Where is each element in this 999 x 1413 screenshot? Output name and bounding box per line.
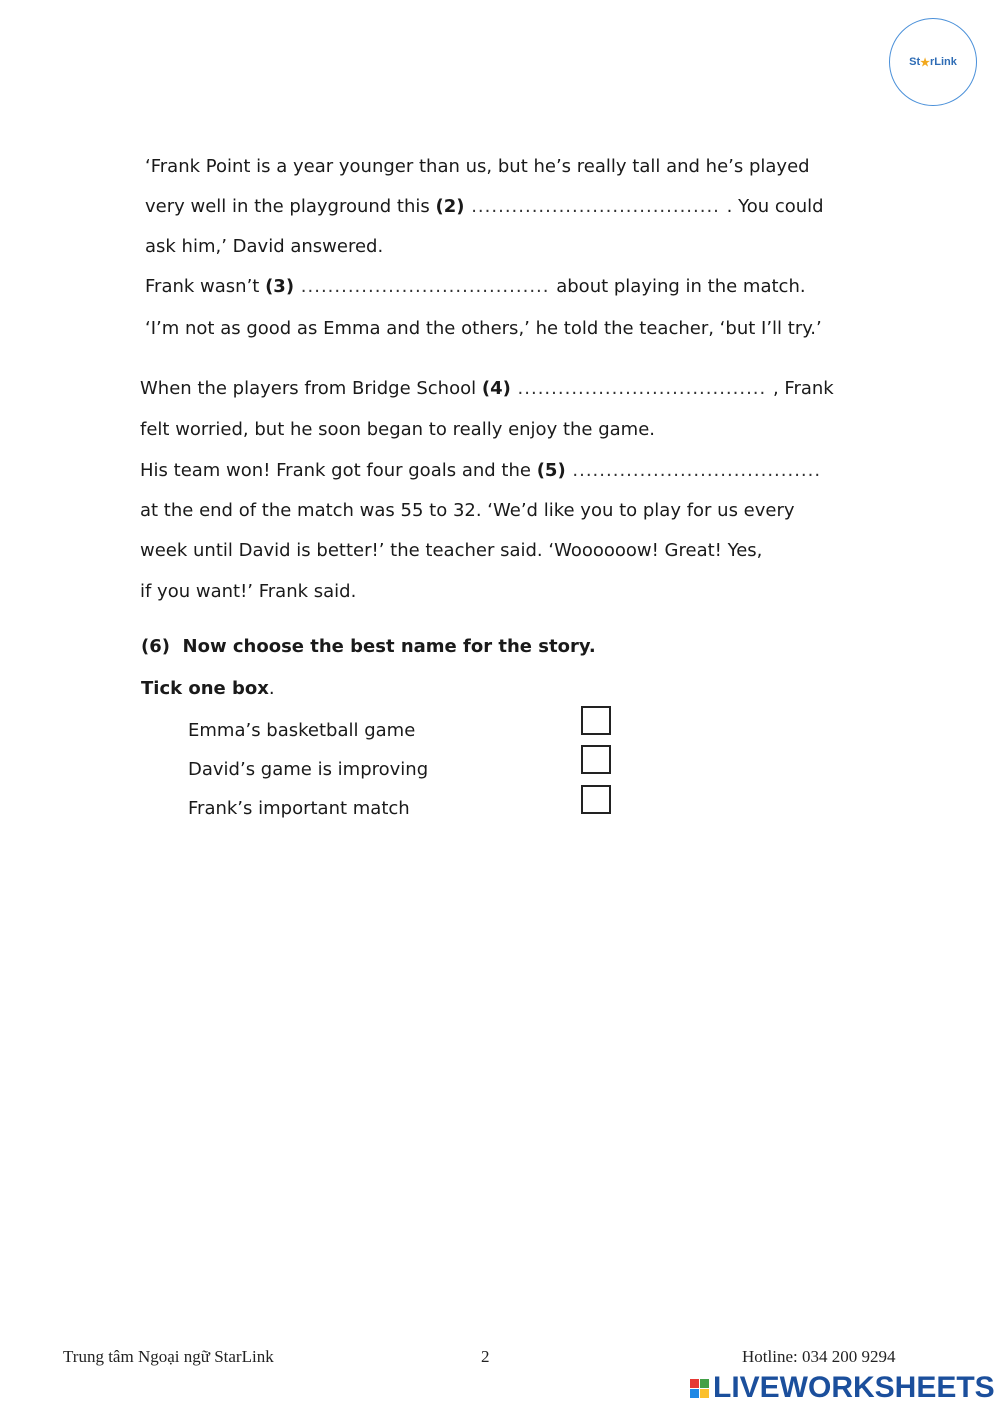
story-line-4: Frank wasn’t (3) ..................................... about playing in the match. bbox=[145, 276, 806, 297]
blank-number: (2) bbox=[435, 196, 465, 217]
page-number: 2 bbox=[481, 1347, 490, 1366]
story-line-6: When the players from Bridge School (4) ..................................... , Frank bbox=[140, 378, 834, 399]
answer-blank-3[interactable]: ..................................... bbox=[294, 276, 557, 297]
story-line-5: ‘I’m not as good as Emma and the others,’ he told the teacher, ‘but I’ll try.’ bbox=[145, 318, 822, 339]
liveworksheets-logo-icon bbox=[690, 1379, 709, 1398]
story-line-3: ask him,’ David answered. bbox=[145, 236, 384, 257]
story-line-9: at the end of the match was 55 to 32. ‘We’d like you to play for us every bbox=[140, 500, 795, 521]
question-6 bbox=[141, 636, 596, 657]
option-label-1: Emma’s basketball game bbox=[188, 720, 416, 741]
liveworksheets-brand: LIVEWORKSHEETS bbox=[690, 1372, 995, 1404]
story-line-10: week until David is better!’ the teacher said. ‘Woooooow! Great! Yes, bbox=[140, 540, 763, 561]
answer-blank-2[interactable]: ..................................... bbox=[464, 196, 727, 217]
blank-number: (3) bbox=[265, 276, 295, 297]
question-number: (6) bbox=[141, 636, 170, 657]
star-icon: ★ bbox=[920, 56, 930, 69]
starlink-logo: St ★ rLink bbox=[889, 18, 977, 106]
story-line-7: felt worried, but he soon began to really enjoy the game. bbox=[140, 419, 655, 440]
story-line-11: if you want!’ Frank said. bbox=[140, 581, 357, 602]
question-text: Now choose the best name for the story. bbox=[182, 636, 596, 657]
answer-blank-5[interactable]: ..................................... bbox=[565, 460, 822, 481]
footer-left: Trung tâm Ngoại ngữ StarLink bbox=[63, 1347, 274, 1366]
blank-number: (5) bbox=[536, 460, 566, 481]
story-line-2: very well in the playground this (2) ..................................... . You could bbox=[145, 196, 824, 217]
option-checkbox-3[interactable] bbox=[581, 785, 611, 814]
blank-number: (4) bbox=[481, 378, 511, 399]
footer-hotline: Hotline: 034 200 9294 bbox=[742, 1347, 896, 1366]
option-checkbox-1[interactable] bbox=[581, 706, 611, 735]
instruction: Tick one box. bbox=[141, 678, 275, 699]
answer-blank-4[interactable]: ..................................... bbox=[510, 378, 773, 399]
story-line-1: ‘Frank Point is a year younger than us, but he’s really tall and he’s played bbox=[145, 156, 810, 177]
option-checkbox-2[interactable] bbox=[581, 745, 611, 774]
story-line-8: His team won! Frank got four goals and the (5) ..................................... bbox=[140, 460, 822, 481]
option-label-2: David’s game is improving bbox=[188, 759, 429, 780]
option-label-3: Frank’s important match bbox=[188, 798, 410, 819]
